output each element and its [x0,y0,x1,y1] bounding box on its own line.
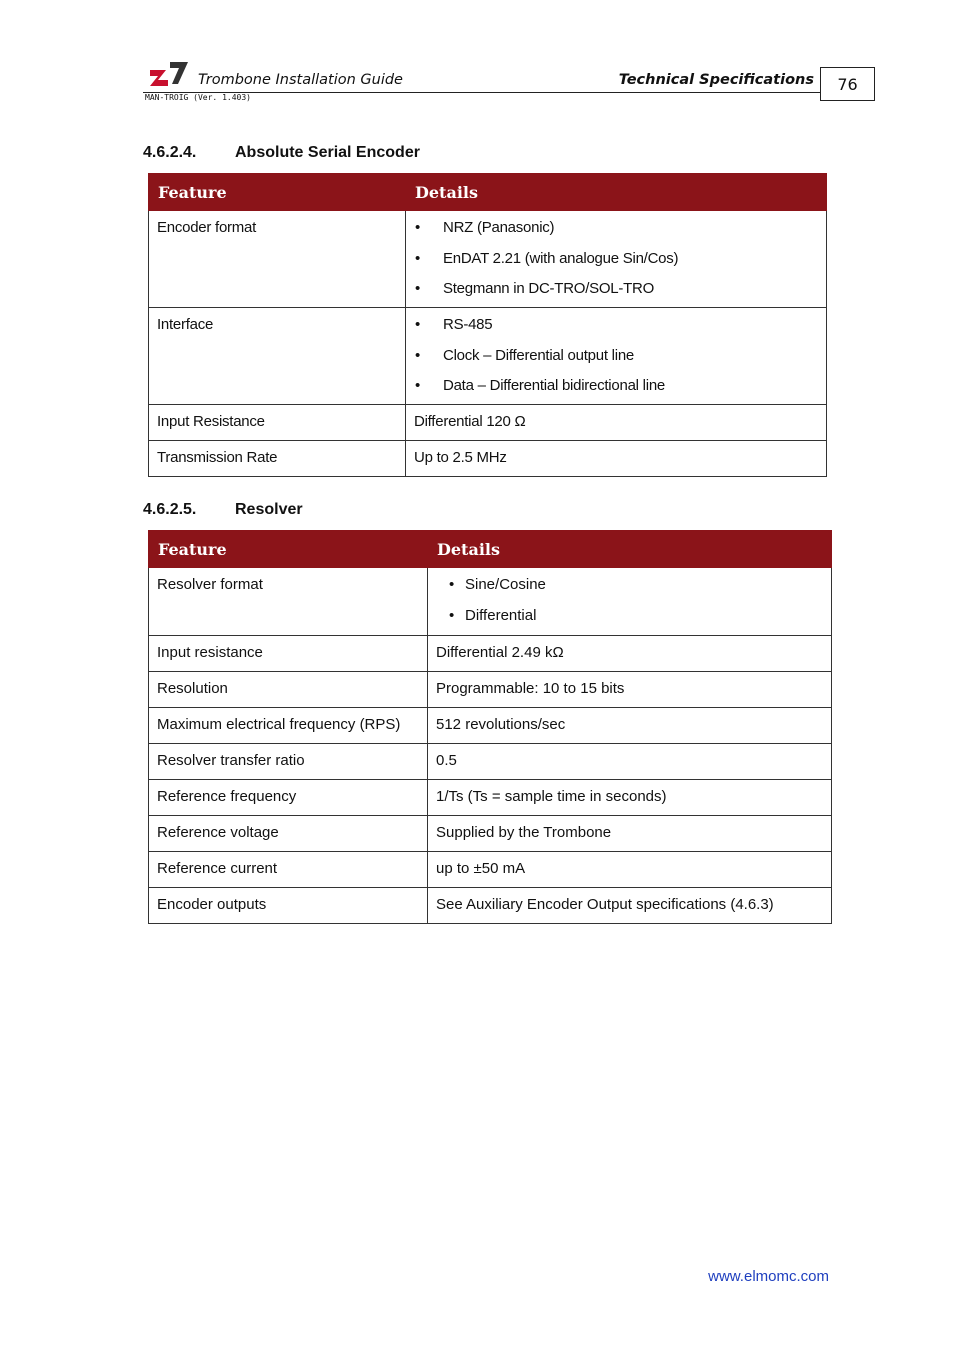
details-cell: Supplied by the Trombone [428,816,832,852]
column-header-details: Details [428,531,832,568]
details-cell [406,211,827,308]
details-cell: Up to 2.5 MHz [406,441,827,477]
table-header-row [149,174,827,211]
feature-cell: Transmission Rate [149,441,406,477]
table-row [149,672,832,708]
table-row [149,744,832,780]
details-cell [428,568,832,636]
list-item: • Sine/Cosine [436,576,823,594]
details-cell: up to ±50 mA [428,852,832,888]
table-row [149,405,827,441]
column-header-details: Details [406,174,827,211]
table-row [149,888,832,924]
resolver-heading [143,501,303,519]
list-item: • Differential [436,607,823,625]
feature-cell: Resolution [149,672,428,708]
encoder-heading-number: 4.6.2.4. [143,144,197,161]
page-number: 76 [820,67,875,101]
section-title: Technical Specifications [618,72,814,88]
details-cell: 512 revolutions/sec [428,708,832,744]
column-header-feature: Feature [149,531,428,568]
feature-cell: Reference frequency [149,780,428,816]
list-item: • Data – Differential bidirectional line [414,377,818,395]
feature-cell: Interface [149,308,406,405]
feature-cell: Reference current [149,852,428,888]
table-row [149,708,832,744]
encoder-spec-table [148,173,827,477]
table-row [149,636,832,672]
table-row [149,568,832,636]
encoder-heading-title: Absolute Serial Encoder [235,144,420,161]
feature-cell: Resolver transfer ratio [149,744,428,780]
resolver-heading-title: Resolver [235,501,303,518]
table-row [149,211,827,308]
feature-cell: Reference voltage [149,816,428,852]
details-cell [406,308,827,405]
list-item: • Stegmann in DC-TRO/SOL-TRO [414,280,818,298]
list-item: • Clock – Differential output line [414,347,818,365]
table-row [149,441,827,477]
column-header-feature: Feature [149,174,406,211]
website-link[interactable]: www.elmomc.com [708,1268,829,1285]
list-item: • EnDAT 2.21 (with analogue Sin/Cos) [414,250,818,268]
elmo-logo [148,58,190,88]
details-cell: 0.5 [428,744,832,780]
list-item: • RS-485 [414,316,818,334]
encoder-heading [143,144,420,162]
feature-cell: Maximum electrical frequency (RPS) [149,708,428,744]
list-item: • NRZ (Panasonic) [414,219,818,237]
feature-cell: Resolver format [149,568,428,636]
document-code: MAN-TROIG (Ver. 1.403) [145,93,251,102]
details-cell: Differential 2.49 kΩ [428,636,832,672]
resolver-heading-number: 4.6.2.5. [143,501,197,518]
feature-cell: Encoder outputs [149,888,428,924]
details-cell: Differential 120 Ω [406,405,827,441]
document-title: Trombone Installation Guide [198,72,403,88]
details-cell: 1/Ts (Ts = sample time in seconds) [428,780,832,816]
details-cell: See Auxiliary Encoder Output specifications (4.6.3) [428,888,832,924]
table-row [149,816,832,852]
table-row [149,308,827,405]
resolver-spec-table [148,530,832,924]
details-cell: Programmable: 10 to 15 bits [428,672,832,708]
feature-cell: Input resistance [149,636,428,672]
table-row [149,852,832,888]
table-row [149,780,832,816]
feature-cell: Encoder format [149,211,406,308]
table-header-row [149,531,832,568]
feature-cell: Input Resistance [149,405,406,441]
